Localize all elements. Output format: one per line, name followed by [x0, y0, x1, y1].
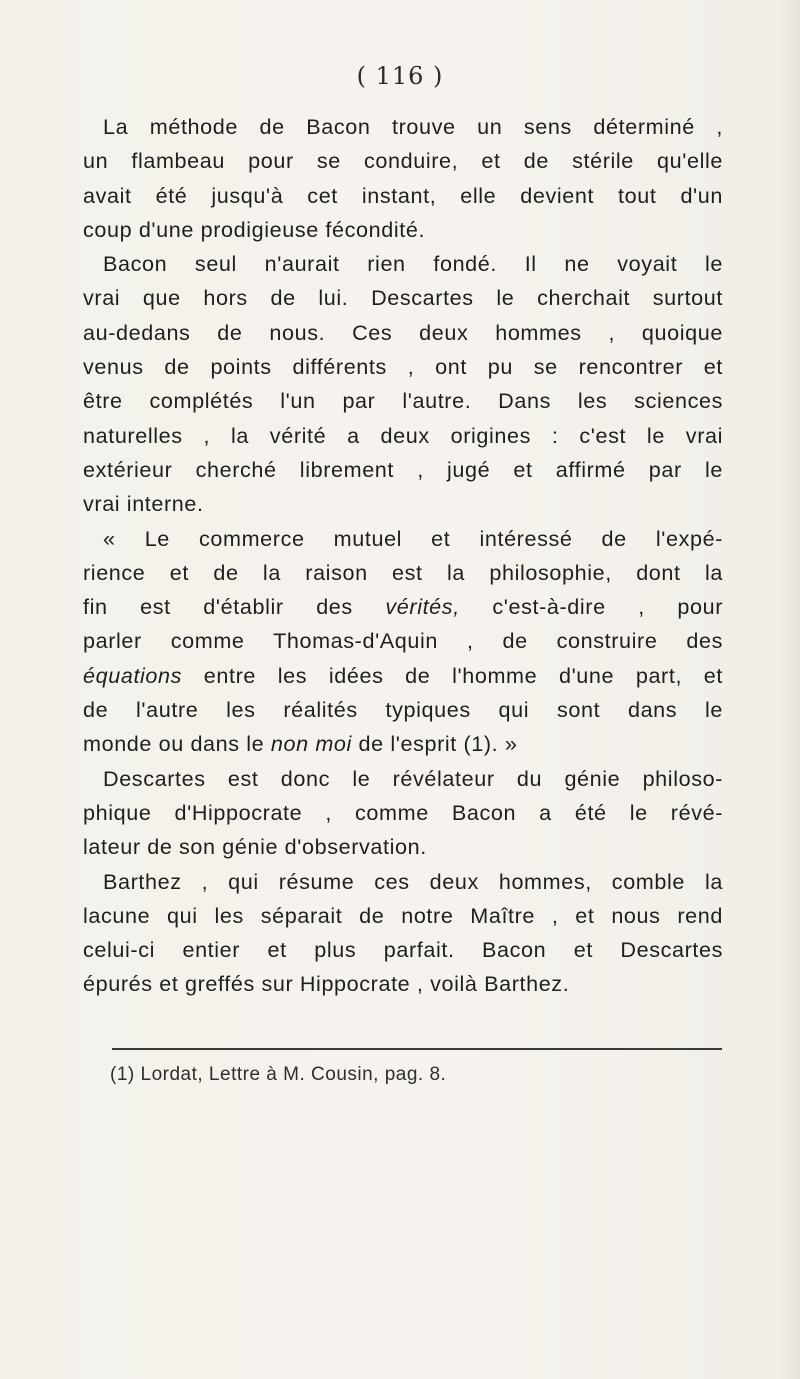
text-line: lacune qui les séparait de notre Maître , et nous rend [83, 902, 723, 928]
text-line: lateur de son génie d'observation. [83, 834, 427, 860]
text-line: extérieur cherché librement , jugé et affirmé par le [83, 456, 723, 482]
text-line: avait été jusqu'à cet instant, elle devient tout d'un [83, 182, 723, 208]
text-line: un flambeau pour se conduire, et de stérile qu'elle [83, 148, 723, 174]
text-line: Descartes est donc le révélateur du génie philoso- [103, 765, 723, 791]
text-line: celui-ci entier et plus parfait. Bacon et Descartes [83, 937, 723, 963]
text-line: épurés et greffés sur Hippocrate , voilà Barthez. [83, 971, 570, 997]
text-line: au-dedans de nous. Ces deux hommes , quoique [83, 319, 723, 345]
text-segment: de l'esprit (1). » [358, 731, 518, 757]
text-line: vrai que hors de lui. Descartes le cherchait surtout [83, 285, 723, 311]
text-line: rience et de la raison est la philosophie, dont la [83, 559, 723, 585]
page-edge-shadow [778, 0, 800, 1379]
text-line: naturelles , la vérité a deux origines : c'est le vrai [83, 422, 723, 448]
text-line: phique d'Hippocrate , comme Bacon a été le révé- [83, 799, 723, 825]
body-text [83, 110, 723, 1002]
text-line: coup d'une prodigieuse fécondité. [83, 216, 426, 242]
text-segment: fin est d'établir des [83, 594, 353, 620]
footnote-divider [112, 1048, 722, 1050]
text-line [83, 590, 723, 624]
text-segment: c'est-à-dire , pour [492, 594, 723, 620]
italic-term: équations [83, 662, 183, 688]
text-line: Bacon seul n'aurait rien fondé. Il ne voyait le [103, 251, 723, 277]
italic-term: vérités, [385, 594, 460, 620]
page-number: ( 116 ) [356, 62, 444, 90]
text-line: être complétés l'un par l'autre. Dans les sciences [83, 388, 723, 414]
text-line: de l'autre les réalités typiques qui sont dans le [83, 697, 723, 723]
text-line [83, 727, 723, 761]
text-line: parler comme Thomas-d'Aquin , de construire des [83, 628, 723, 654]
text-line: « Le commerce mutuel et intéressé de l'expé- [103, 525, 723, 551]
text-line: La méthode de Bacon trouve un sens déterminé , [103, 114, 723, 139]
text-line: venus de points différents , ont pu se rencontrer et [83, 354, 723, 380]
italic-term: non moi [270, 731, 352, 757]
text-segment: entre les idées de l'homme d'une part, et [203, 662, 723, 688]
footnote: (1) Lordat, Lettre à M. Cousin, pag. 8. [110, 1064, 447, 1085]
text-line: Barthez , qui résume ces deux hommes, comble la [103, 868, 723, 894]
text-segment: monde ou dans le [83, 731, 265, 757]
text-line: vrai interne. [83, 491, 204, 517]
text-line [83, 659, 723, 693]
